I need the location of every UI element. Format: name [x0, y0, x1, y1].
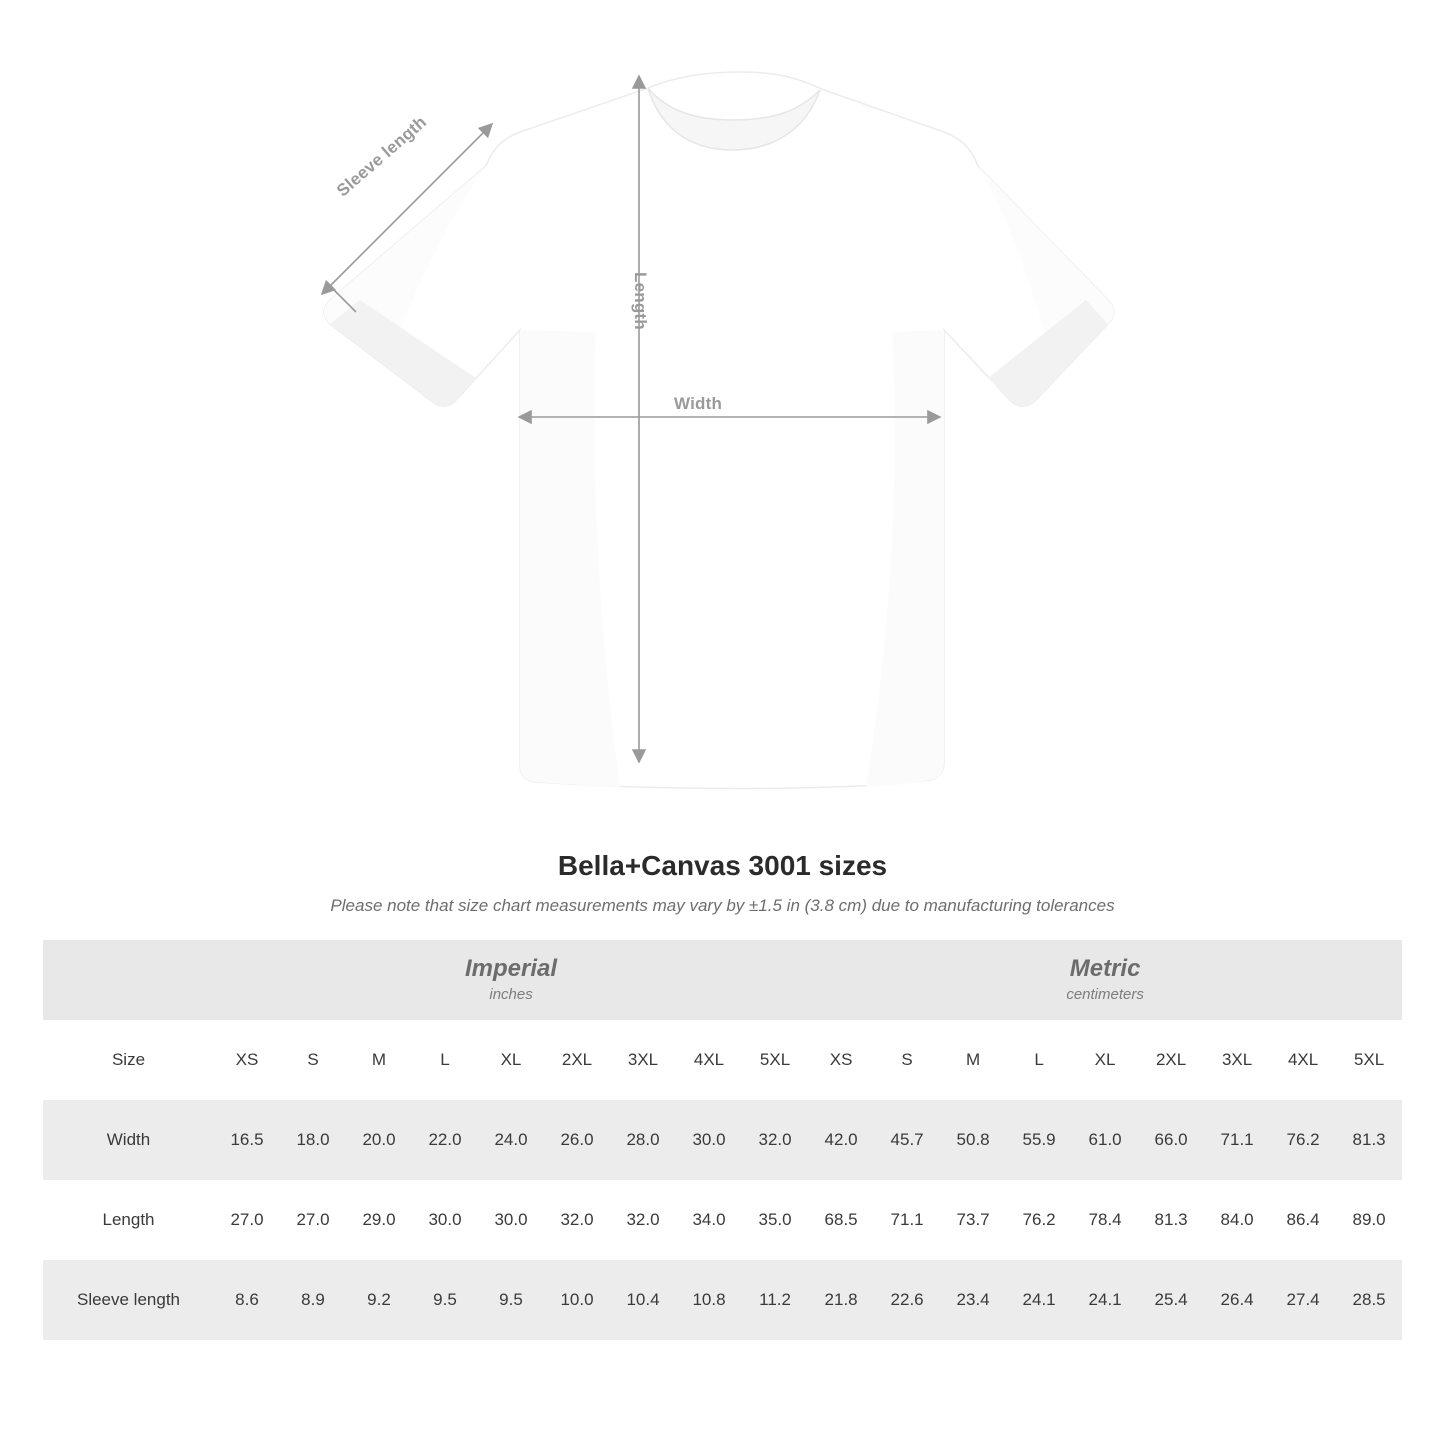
- table-cell: 24.1: [1006, 1260, 1072, 1340]
- table-cell: 42.0: [808, 1100, 874, 1180]
- chart-heading: [0, 830, 1445, 916]
- size-header-cell: XL: [478, 1020, 544, 1100]
- table-cell: 9.2: [346, 1260, 412, 1340]
- page-title: Bella+Canvas 3001 sizes: [557, 850, 888, 881]
- size-header-row: [43, 1020, 1402, 1100]
- size-header-cell: S: [874, 1020, 940, 1100]
- table-cell: 25.4: [1138, 1260, 1204, 1340]
- unit-header-row: [43, 940, 1402, 1020]
- table-cell: 18.0: [280, 1100, 346, 1180]
- size-header-cell: L: [412, 1020, 478, 1100]
- table-cell: 30.0: [676, 1100, 742, 1180]
- row-label-length: Length: [43, 1180, 214, 1260]
- tolerance-note: Please note that size chart measurements may vary by ±1.5 in (3.8 cm) due to manufacturing tolerances: [330, 896, 1115, 915]
- table-cell: 81.3: [1336, 1100, 1402, 1180]
- size-header-label: Size: [43, 1020, 214, 1100]
- table-cell: 24.1: [1072, 1260, 1138, 1340]
- imperial-name: Imperial: [465, 955, 558, 983]
- table-cell: 73.7: [940, 1180, 1006, 1260]
- table-cell: 50.8: [940, 1100, 1006, 1180]
- table-cell: 66.0: [1138, 1100, 1204, 1180]
- size-header-cell: 2XL: [544, 1020, 610, 1100]
- table-row: [43, 1180, 1402, 1260]
- size-header-cell: M: [940, 1020, 1006, 1100]
- size-header-cell: S: [280, 1020, 346, 1100]
- table-cell: 8.6: [214, 1260, 280, 1340]
- table-cell: 26.4: [1204, 1260, 1270, 1340]
- table-cell: 30.0: [412, 1180, 478, 1260]
- size-table: [43, 940, 1402, 1340]
- table-cell: 22.0: [412, 1100, 478, 1180]
- sleeve-length-label: Sleeve length: [333, 112, 431, 201]
- table-cell: 27.4: [1270, 1260, 1336, 1340]
- table-cell: 89.0: [1336, 1180, 1402, 1260]
- table-cell: 29.0: [346, 1180, 412, 1260]
- table-cell: 32.0: [544, 1180, 610, 1260]
- table-cell: 34.0: [676, 1180, 742, 1260]
- unit-header-spacer: [43, 940, 214, 1020]
- table-cell: 27.0: [280, 1180, 346, 1260]
- size-header-cell: 4XL: [1270, 1020, 1336, 1100]
- row-label-width: Width: [43, 1100, 214, 1180]
- width-label: Width: [674, 394, 723, 413]
- table-cell: 10.4: [610, 1260, 676, 1340]
- table-cell: 26.0: [544, 1100, 610, 1180]
- metric-sub: centimeters: [1066, 985, 1144, 1003]
- table-cell: 10.0: [544, 1260, 610, 1340]
- unit-header-metric: [808, 940, 1402, 1020]
- size-header-cell: XL: [1072, 1020, 1138, 1100]
- table-cell: 21.8: [808, 1260, 874, 1340]
- size-header-cell: M: [346, 1020, 412, 1100]
- size-header-cell: XS: [808, 1020, 874, 1100]
- tshirt-shape: [324, 72, 1114, 789]
- table-cell: 84.0: [1204, 1180, 1270, 1260]
- table-cell: 86.4: [1270, 1180, 1336, 1260]
- table-cell: 71.1: [1204, 1100, 1270, 1180]
- unit-header-imperial: [214, 940, 808, 1020]
- table-cell: 16.5: [214, 1100, 280, 1180]
- table-cell: 10.8: [676, 1260, 742, 1340]
- row-label-sleeve-length: Sleeve length: [43, 1260, 214, 1340]
- table-cell: 11.2: [742, 1260, 808, 1340]
- table-cell: 30.0: [478, 1180, 544, 1260]
- size-header-cell: 5XL: [1336, 1020, 1402, 1100]
- table-cell: 23.4: [940, 1260, 1006, 1340]
- table-cell: 81.3: [1138, 1180, 1204, 1260]
- size-header-cell: 2XL: [1138, 1020, 1204, 1100]
- table-cell: 24.0: [478, 1100, 544, 1180]
- imperial-sub: inches: [489, 985, 533, 1003]
- size-header-cell: XS: [214, 1020, 280, 1100]
- table-cell: 78.4: [1072, 1180, 1138, 1260]
- table-cell: 9.5: [412, 1260, 478, 1340]
- size-header-cell: 4XL: [676, 1020, 742, 1100]
- table-cell: 61.0: [1072, 1100, 1138, 1180]
- length-label: Length: [631, 272, 650, 330]
- table-cell: 55.9: [1006, 1100, 1072, 1180]
- table-cell: 45.7: [874, 1100, 940, 1180]
- size-header-cell: L: [1006, 1020, 1072, 1100]
- size-header-cell: 5XL: [742, 1020, 808, 1100]
- table-cell: 20.0: [346, 1100, 412, 1180]
- table-cell: 22.6: [874, 1260, 940, 1340]
- table-cell: 32.0: [610, 1180, 676, 1260]
- table-cell: 28.5: [1336, 1260, 1402, 1340]
- table-row: [43, 1100, 1402, 1180]
- table-cell: 28.0: [610, 1100, 676, 1180]
- table-cell: 9.5: [478, 1260, 544, 1340]
- table-cell: 76.2: [1006, 1180, 1072, 1260]
- size-header-cell: 3XL: [1204, 1020, 1270, 1100]
- table-cell: 68.5: [808, 1180, 874, 1260]
- table-cell: 27.0: [214, 1180, 280, 1260]
- table-cell: 76.2: [1270, 1100, 1336, 1180]
- size-header-cell: 3XL: [610, 1020, 676, 1100]
- table-cell: 32.0: [742, 1100, 808, 1180]
- table-cell: 35.0: [742, 1180, 808, 1260]
- table-cell: 8.9: [280, 1260, 346, 1340]
- table-row: [43, 1260, 1402, 1340]
- size-table-wrapper: [0, 940, 1445, 1340]
- metric-name: Metric: [1069, 955, 1141, 983]
- table-cell: 71.1: [874, 1180, 940, 1260]
